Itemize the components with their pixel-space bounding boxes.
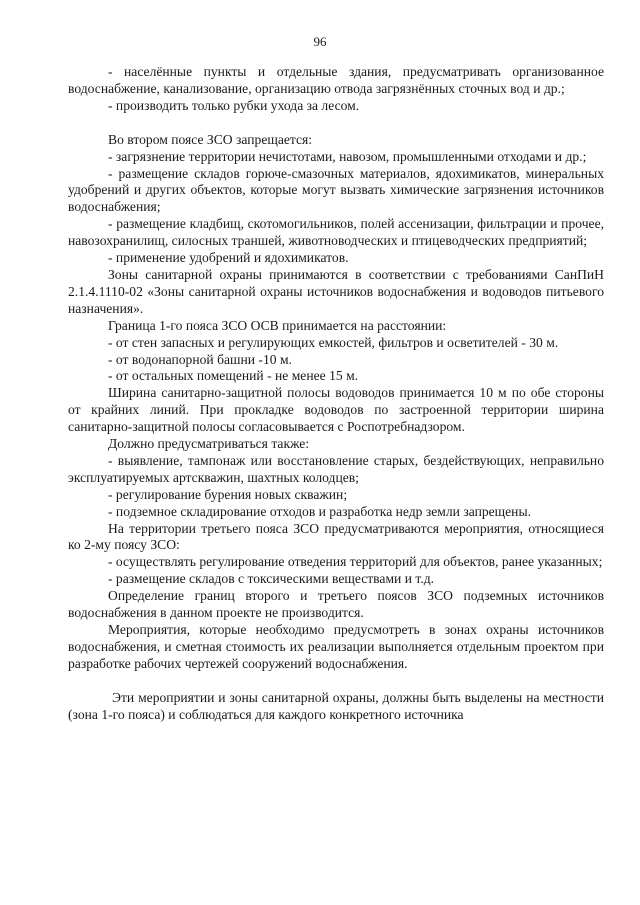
- paragraph: - размещение складов горюче-смазочных материалов, ядохимикатов, минеральных удобрений и других объектов, которые могут вызвать химические загрязнения источников водоснабжения;: [68, 165, 604, 215]
- paragraph: - населённые пункты и отдельные здания, предусматривать организованное водоснабжение, канализование, организацию отвода загрязнённых сточных вод и др.;: [68, 64, 604, 96]
- paragraph: - производить только рубки ухода за лесом.: [108, 97, 360, 113]
- paragraph: Ширина санитарно-защитной полосы водоводов принимается 10 м по обе стороны от крайних линий. При прокладке водоводов по застроенной территории ширина санитарно-защитной полосы согласовывается с Роспотребнадзором.: [68, 385, 604, 435]
- paragraph: Определение границ второго и третьего поясов ЗСО подземных источников водоснабжения в данном проекте не производится.: [68, 588, 604, 621]
- paragraph: - от остальных помещений - не менее 15 м.: [108, 368, 359, 384]
- paragraph: - размещение складов с токсическими веществами и т.д.: [108, 571, 435, 587]
- paragraph: Граница 1-го пояса ЗСО ОСВ принимается на расстоянии:: [108, 317, 447, 333]
- paragraph: Мероприятия, которые необходимо предусмотреть в зонах охраны источников водоснабжения, и сметная стоимость их реализации выполняется отдельным проектом при разработке рабочих чертежей сооружений водоснабжения.: [68, 622, 604, 671]
- paragraph: - от водонапорной башни -10 м.: [108, 351, 292, 367]
- paragraph: - загрязнение территории нечистотами, навозом, промышленными отходами и др.;: [108, 148, 587, 164]
- paragraph: - размещение кладбищ, скотомогильников, полей ассенизации, фильтрации и прочее, навозохранилищ, силосных траншей, животноводческих и птицеводческих предприятий;: [68, 216, 604, 249]
- paragraph: Зоны санитарной охраны принимаются в соответствии с требованиями СанПиН 2.1.4.1110-02 «Зоны санитарной охраны источников водоснабжения и водоводов питьевого назначения».: [68, 266, 604, 316]
- paragraph: - от стен запасных и регулирующих емкостей, фильтров и осветителей - 30 м.: [108, 334, 559, 350]
- page-number: 96: [313, 34, 327, 49]
- paragraph: - применение удобрений и ядохимикатов.: [108, 250, 349, 266]
- paragraph: - осуществлять регулирование отведения территорий для объектов, ранее указанных;: [108, 554, 603, 570]
- paragraph: - выявление, тампонаж или восстановление старых, бездействующих, неправильно эксплуатируемых артскважин, шахтных колодцев;: [68, 452, 604, 485]
- paragraph: Эти мероприятии и зоны санитарной охраны, должны быть выделены на местности (зона 1-го пояса) и соблюдаться для каждого конкретного источника: [68, 689, 604, 722]
- paragraph: На территории третьего пояса ЗСО предусматриваются мероприятия, относящиеся ко 2-му поясу ЗСО:: [68, 520, 604, 553]
- paragraph: Должно предусматриваться также:: [108, 436, 310, 452]
- paragraph: - подземное складирование отходов и разработка недр земли запрещены.: [108, 503, 531, 519]
- paragraph: - регулирование бурения новых скважин;: [108, 486, 348, 502]
- document-body: [68, 64, 604, 724]
- section-heading: Во втором поясе ЗСО запрещается:: [108, 131, 313, 147]
